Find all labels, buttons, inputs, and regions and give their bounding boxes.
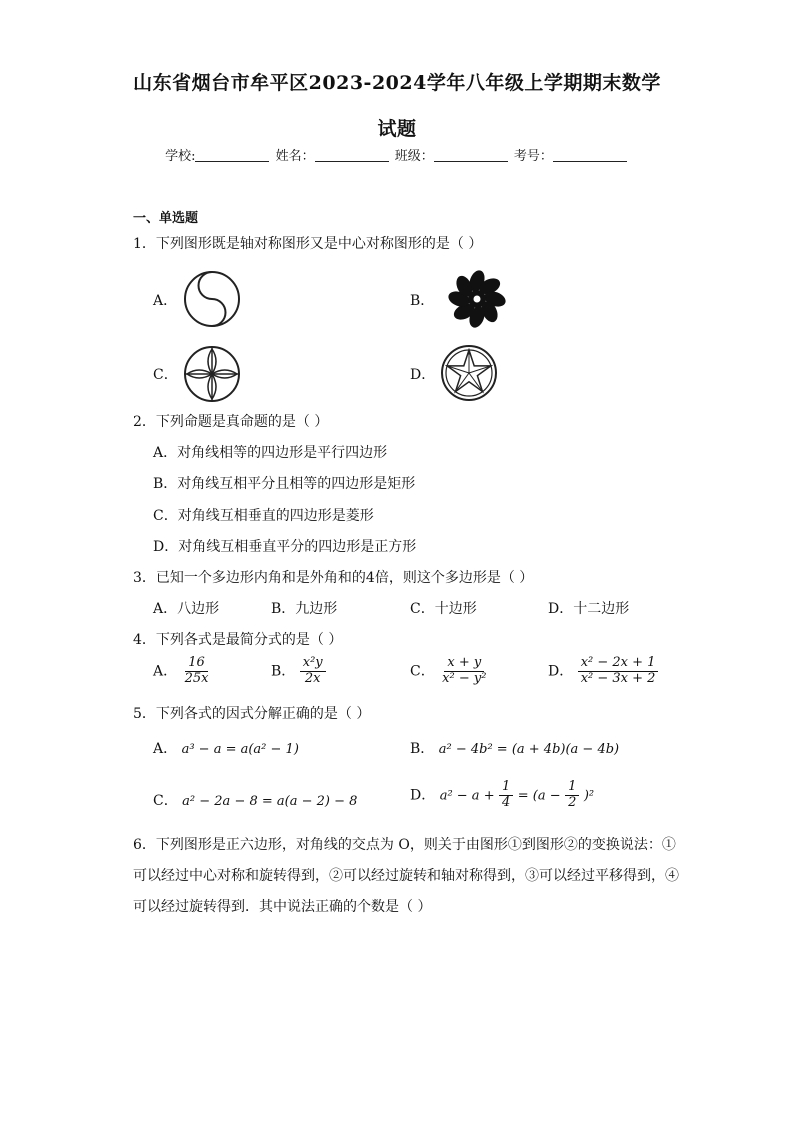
q5-option-d-close: )²: [583, 788, 595, 804]
q4-option-d-label: D．: [548, 663, 574, 680]
q4-option-c-fraction: [439, 656, 489, 687]
q4-option-c-label: C．: [410, 663, 435, 680]
yin-yang-figure-icon: [182, 270, 242, 328]
q1-option-d-label: D．: [410, 367, 436, 383]
q5-option-b: [410, 738, 619, 758]
fraction-numerator: x + y: [444, 656, 484, 672]
q5-option-c-label: C．: [153, 793, 178, 809]
q4-option-a: [153, 656, 211, 687]
q2-option-c: C．对角线互相垂直的四边形是菱形: [153, 508, 374, 524]
class-blank[interactable]: [434, 148, 508, 162]
school-label: 学校:: [165, 149, 196, 164]
q5-option-d-fraction-1: [499, 780, 513, 811]
q6-line-3: 可以经过旋转得到．其中说法正确的个数是（ ）: [133, 899, 432, 915]
q4-option-a-fraction: [182, 656, 212, 687]
q5-option-b-expression: a² − 4b² = (a + 4b)(a − 4b): [438, 742, 620, 757]
exam-title-line1: 山东省烟台市牟平区2023-2024学年八年级上学期期末数学: [133, 72, 661, 94]
q4-option-d-fraction: [578, 656, 659, 687]
q5-option-a-label: A．: [153, 741, 178, 757]
q1-option-b-label: B．: [410, 293, 435, 309]
q5-option-d: [410, 780, 594, 811]
fraction-denominator: 2x: [304, 670, 321, 686]
q3-option-d: D．十二边形: [548, 601, 630, 617]
q5-option-d-fraction-2: [565, 780, 579, 811]
q4-option-a-label: A．: [153, 663, 178, 680]
four-petal-circle-figure-icon: [183, 345, 241, 403]
pinwheel-flower-figure-icon: [446, 268, 508, 330]
q4-stem: 4．下列各式是最简分式的是（ ）: [133, 632, 343, 648]
q4-option-c: [410, 656, 489, 687]
q6-line-1: 6．下列图形是正六边形，对角线的交点为 O，则关于由图形①到图形②的变换说法：①: [133, 837, 676, 853]
q3-stem: 3．已知一个多边形内角和是外角和的4倍，则这个多边形是（ ）: [133, 570, 534, 586]
q1-option-a-label: A．: [153, 293, 178, 309]
fraction-denominator: x² − 3x + 2: [580, 670, 656, 686]
q3-option-a: A．八边形: [153, 601, 220, 617]
q2-stem: 2．下列命题是真命题的是（ ）: [133, 414, 329, 430]
number-blank[interactable]: [553, 148, 627, 162]
student-info-row: [0, 145, 794, 164]
q5-option-c-expression: a² − 2a − 8 = a(a − 2) − 8: [182, 794, 358, 809]
name-blank[interactable]: [315, 148, 389, 162]
q4-option-b: [271, 656, 326, 687]
q5-stem: 5．下列各式的因式分解正确的是（ ）: [133, 706, 371, 722]
fraction-denominator: 25x: [184, 670, 209, 686]
class-label: 班级：: [394, 149, 434, 164]
name-label: 姓名：: [275, 149, 315, 164]
q2-option-a: A．对角线相等的四边形是平行四边形: [153, 445, 388, 461]
q6-stem: [133, 830, 693, 923]
q3-option-c: C．十边形: [410, 601, 477, 617]
fraction-numerator: 1: [565, 780, 579, 796]
fraction-numerator: x² − 2x + 1: [578, 656, 659, 672]
q2-option-b: B．对角线互相平分且相等的四边形是矩形: [153, 476, 416, 492]
exam-title-line2: 试题: [377, 118, 417, 140]
q5-option-c: [153, 790, 357, 810]
q5-option-d-equals: = (a −: [517, 788, 561, 804]
fraction-denominator: 4: [502, 794, 511, 810]
q5-option-b-label: B．: [410, 741, 435, 757]
q1-option-c-label: C．: [153, 367, 178, 383]
q6-line-2: 可以经过中心对称和旋转得到，②可以经过旋转和轴对称得到，③可以经过平移得到，④: [133, 868, 679, 884]
fraction-denominator: 2: [568, 794, 577, 810]
fraction-numerator: 16: [185, 656, 208, 672]
q3-option-b: B．九边形: [271, 601, 338, 617]
fraction-denominator: x² − y²: [442, 670, 487, 686]
q4-option-b-fraction: [300, 656, 326, 687]
q4-option-b-label: B．: [271, 663, 296, 680]
q1-stem: 1．下列图形既是轴对称图形又是中心对称图形的是（ ）: [133, 236, 483, 252]
q5-option-d-left: a² − a +: [439, 788, 495, 804]
fraction-numerator: 1: [499, 780, 513, 796]
q5-option-a-expression: a³ − a = a(a² − 1): [181, 742, 299, 757]
q2-option-d: D．对角线互相垂直平分的四边形是正方形: [153, 539, 417, 555]
school-blank[interactable]: [195, 148, 269, 162]
number-label: 考号：: [513, 149, 553, 164]
q5-option-a: [153, 738, 299, 758]
q5-option-d-label: D．: [410, 787, 436, 804]
section-heading: 一、单选题: [133, 211, 199, 226]
q4-option-d: [548, 656, 658, 687]
fraction-numerator: x²y: [300, 656, 326, 672]
star-in-circle-figure-icon: [440, 344, 498, 402]
